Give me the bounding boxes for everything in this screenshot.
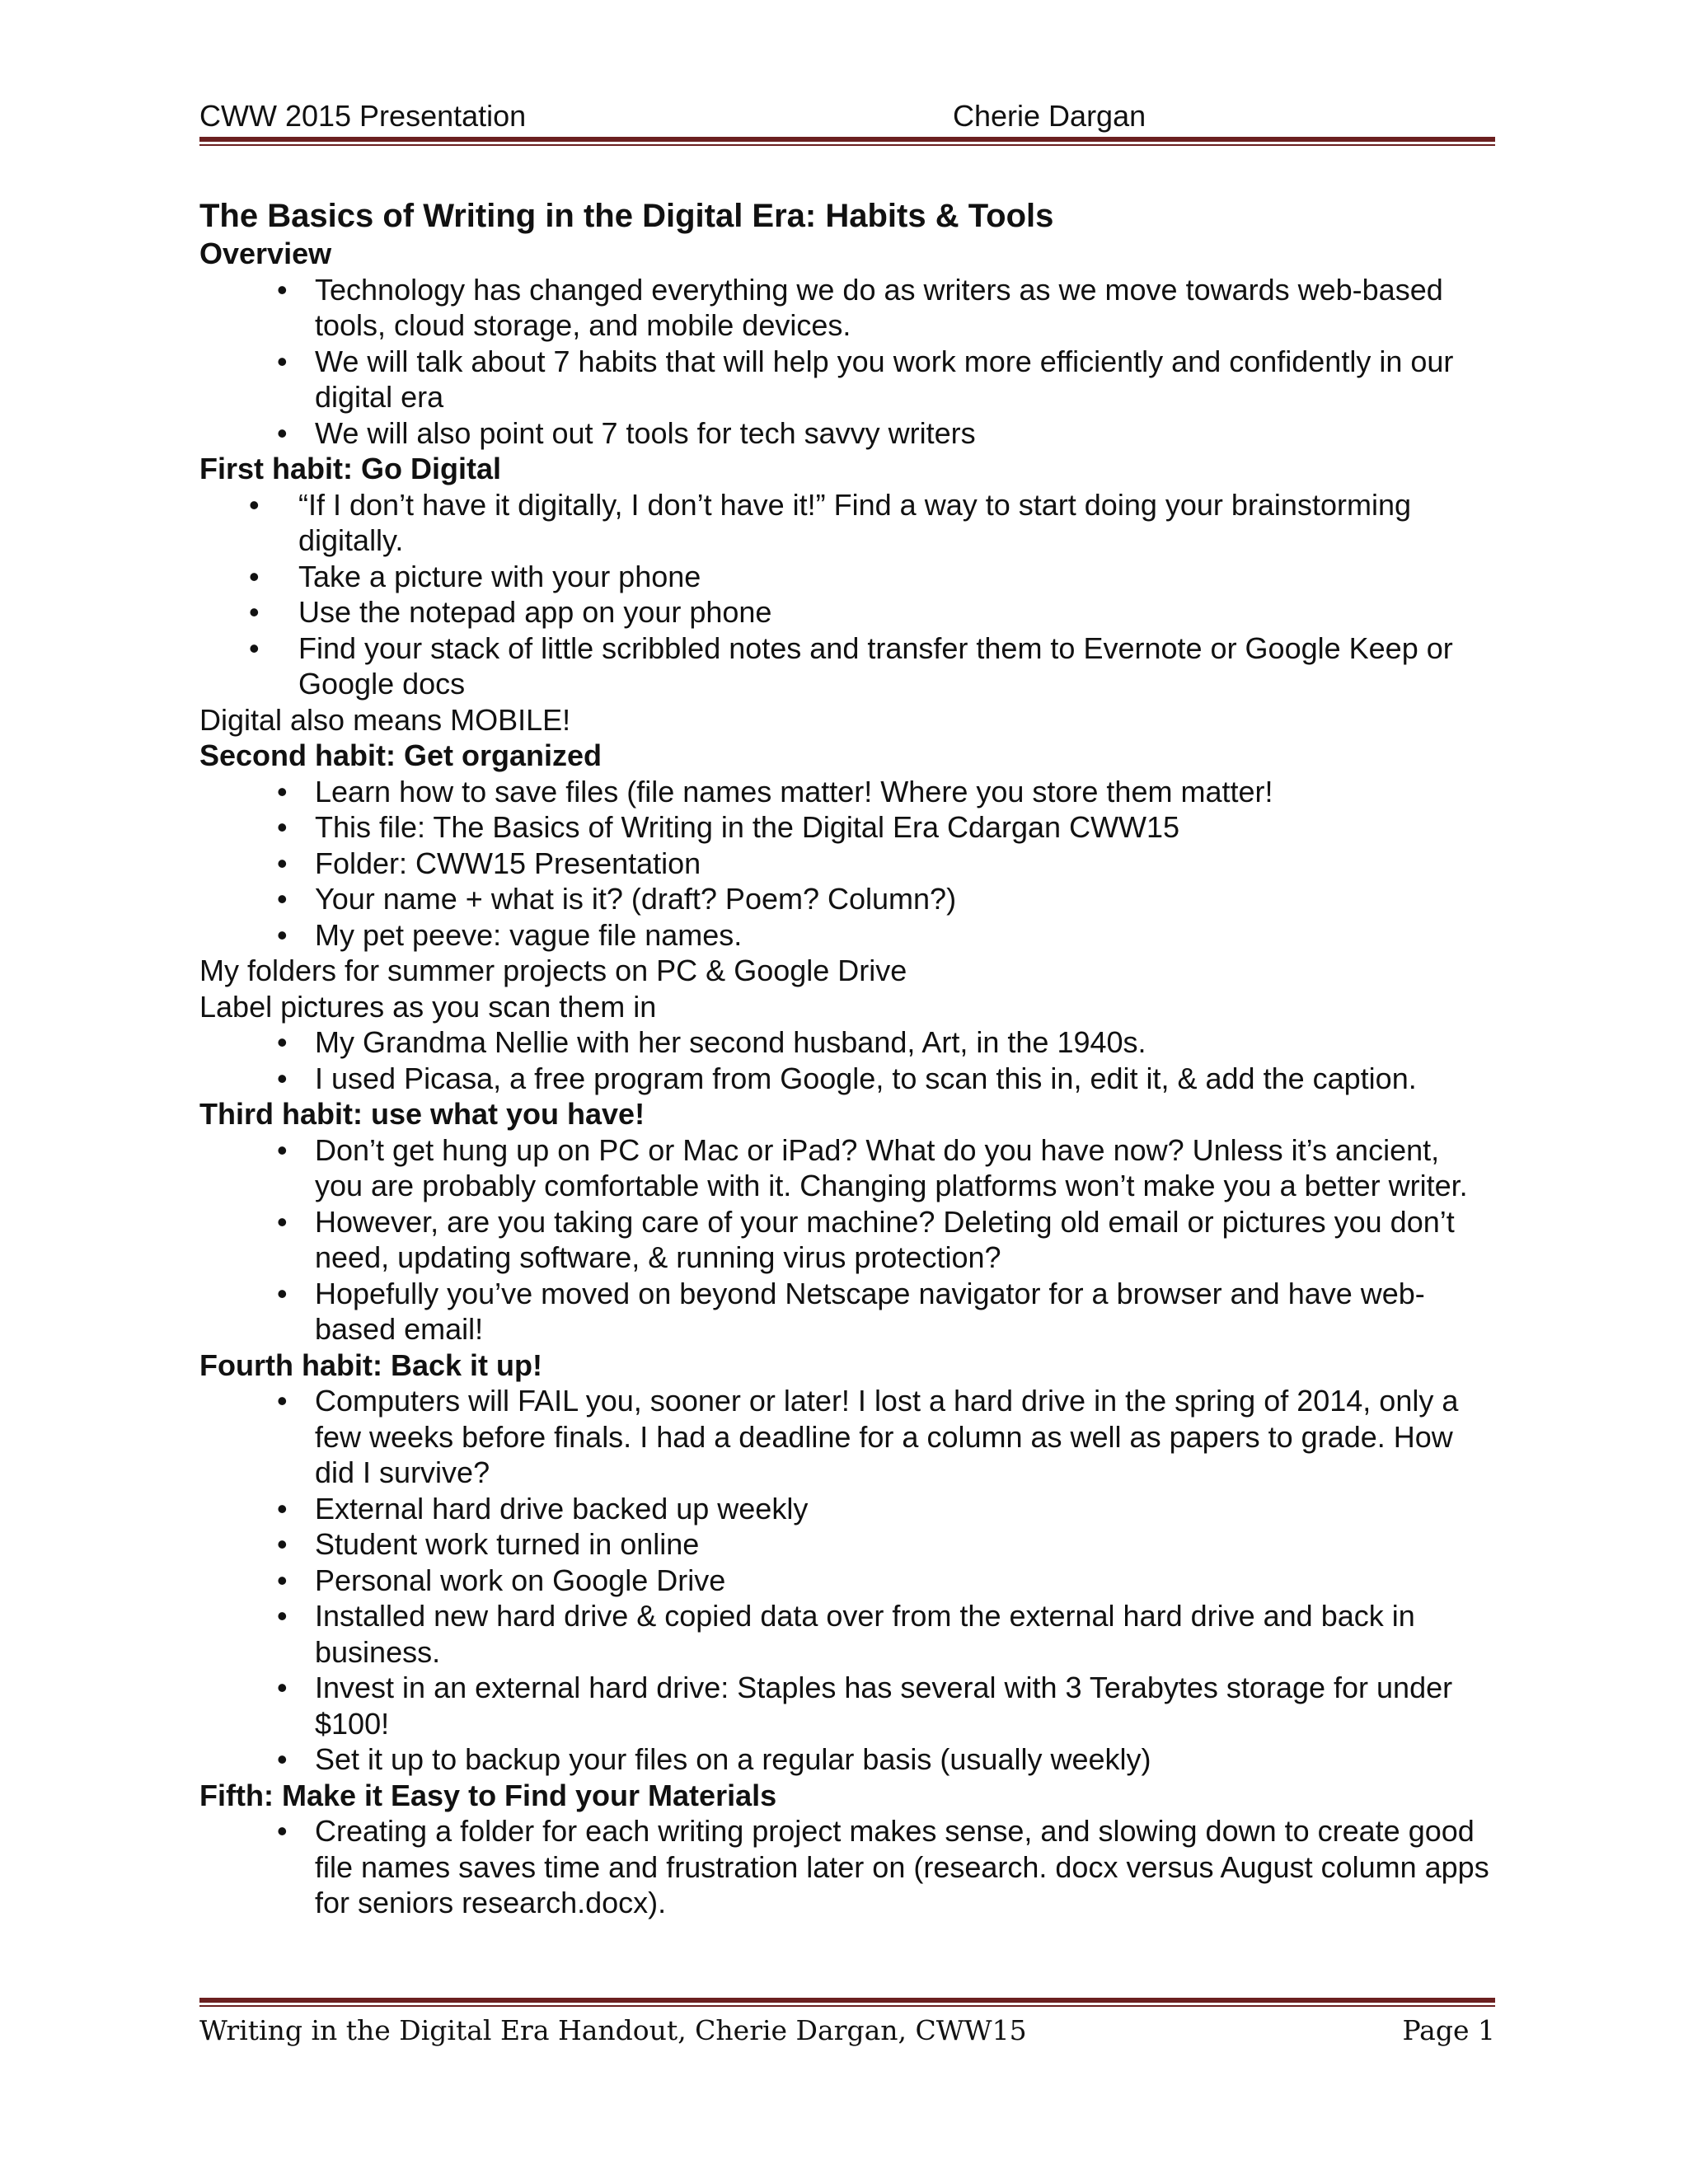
section-heading-first-habit: First habit: Go Digital <box>199 452 501 485</box>
section-heading-fourth-habit: Fourth habit: Back it up! <box>199 1347 542 1382</box>
list-item: • My pet peeve: vague file names. <box>199 917 1495 954</box>
list-item: • Technology has changed everything we do as writers as we move towards web-based tools, cloud storage, and mobile devices. <box>199 272 1495 344</box>
page-footer <box>199 2014 1495 2055</box>
fourth-habit-list <box>199 1383 1495 1778</box>
list-item: • Computers will FAIL you, sooner or later! I lost a hard drive in the spring of 2014, only a few weeks before finals. I had a deadline for a column as well as papers to grade. How did I survive? <box>199 1383 1495 1491</box>
fifth-list <box>199 1813 1495 1921</box>
first-habit-note: Digital also means MOBILE! <box>199 702 571 737</box>
overview-list <box>199 272 1495 452</box>
list-item: • Take a picture with your phone <box>199 559 1495 595</box>
list-item: • Student work turned in online <box>199 1526 1495 1563</box>
second-habit-note-folders: My folders for summer projects on PC & Google Drive <box>199 954 907 987</box>
header-rule <box>199 137 1495 146</box>
section-heading-third-habit: Third habit: use what you have! <box>199 1097 645 1131</box>
list-item: • Don’t get hung up on PC or Mac or iPad? What do you have now? Unless it’s ancient, you are probably comfortable with it. Changing platforms won’t make you a better writer. <box>199 1132 1495 1204</box>
first-habit-list <box>199 487 1495 702</box>
footer-rule <box>199 1998 1495 2007</box>
second-habit-picture-list <box>199 1024 1495 1096</box>
list-item: • However, are you taking care of your machine? Deleting old email or pictures you don’t need, updating software, & running virus protection? <box>199 1204 1495 1276</box>
document-body <box>199 196 1495 1921</box>
list-item: • Your name + what is it? (draft? Poem? Column?) <box>199 881 1495 917</box>
list-item: • I used Picasa, a free program from Google, to scan this in, edit it, & add the caption. <box>199 1061 1495 1097</box>
list-item: • Installed new hard drive & copied data over from the external hard drive and back in business. <box>199 1598 1495 1670</box>
third-habit-list <box>199 1132 1495 1347</box>
list-item: • Use the notepad app on your phone <box>199 594 1495 630</box>
page-number: Page 1 <box>1402 2014 1495 2046</box>
list-item: • Folder: CWW15 Presentation <box>199 846 1495 882</box>
header-right-text: Cherie Dargan <box>953 99 1146 133</box>
list-item: • My Grandma Nellie with her second husband, Art, in the 1940s. <box>199 1024 1495 1061</box>
section-heading-fifth: Fifth: Make it Easy to Find your Materials <box>199 1778 777 1812</box>
section-heading-overview: Overview <box>199 237 332 270</box>
list-item: • Hopefully you’ve moved on beyond Netscape navigator for a browser and have web-based email! <box>199 1276 1495 1347</box>
list-item: • We will also point out 7 tools for tech savvy writers <box>199 415 1495 452</box>
document-title: The Basics of Writing in the Digital Era: Habits & Tools <box>199 198 1054 234</box>
page-header <box>199 97 1495 137</box>
list-item: • This file: The Basics of Writing in the Digital Era Cdargan CWW15 <box>199 809 1495 846</box>
footer-left-text: Writing in the Digital Era Handout, Cherie Dargan, CWW15 <box>199 2014 1027 2046</box>
list-item: • Set it up to backup your files on a regular basis (usually weekly) <box>199 1741 1495 1778</box>
list-item: • External hard drive backed up weekly <box>199 1491 1495 1527</box>
list-item: • Personal work on Google Drive <box>199 1563 1495 1599</box>
list-item: • Find your stack of little scribbled notes and transfer them to Evernote or Google Keep or Google docs <box>199 630 1495 702</box>
list-item: • Invest in an external hard drive: Staples has several with 3 Terabytes storage for under $100! <box>199 1670 1495 1741</box>
list-item: • Learn how to save files (file names matter! Where you store them matter! <box>199 774 1495 810</box>
list-item: • Creating a folder for each writing project makes sense, and slowing down to create good file names saves time and frustration later on (research. docx versus August column apps for seniors research.docx). <box>199 1813 1495 1921</box>
second-habit-note-pictures: Label pictures as you scan them in <box>199 989 657 1024</box>
list-item: • We will talk about 7 habits that will help you work more efficiently and confidently in our digital era <box>199 344 1495 415</box>
section-heading-second-habit: Second habit: Get organized <box>199 738 603 772</box>
list-item: • “If I don’t have it digitally, I don’t have it!” Find a way to start doing your brainstorming digitally. <box>199 487 1495 559</box>
header-left-text: CWW 2015 Presentation <box>199 99 527 133</box>
second-habit-list <box>199 774 1495 954</box>
